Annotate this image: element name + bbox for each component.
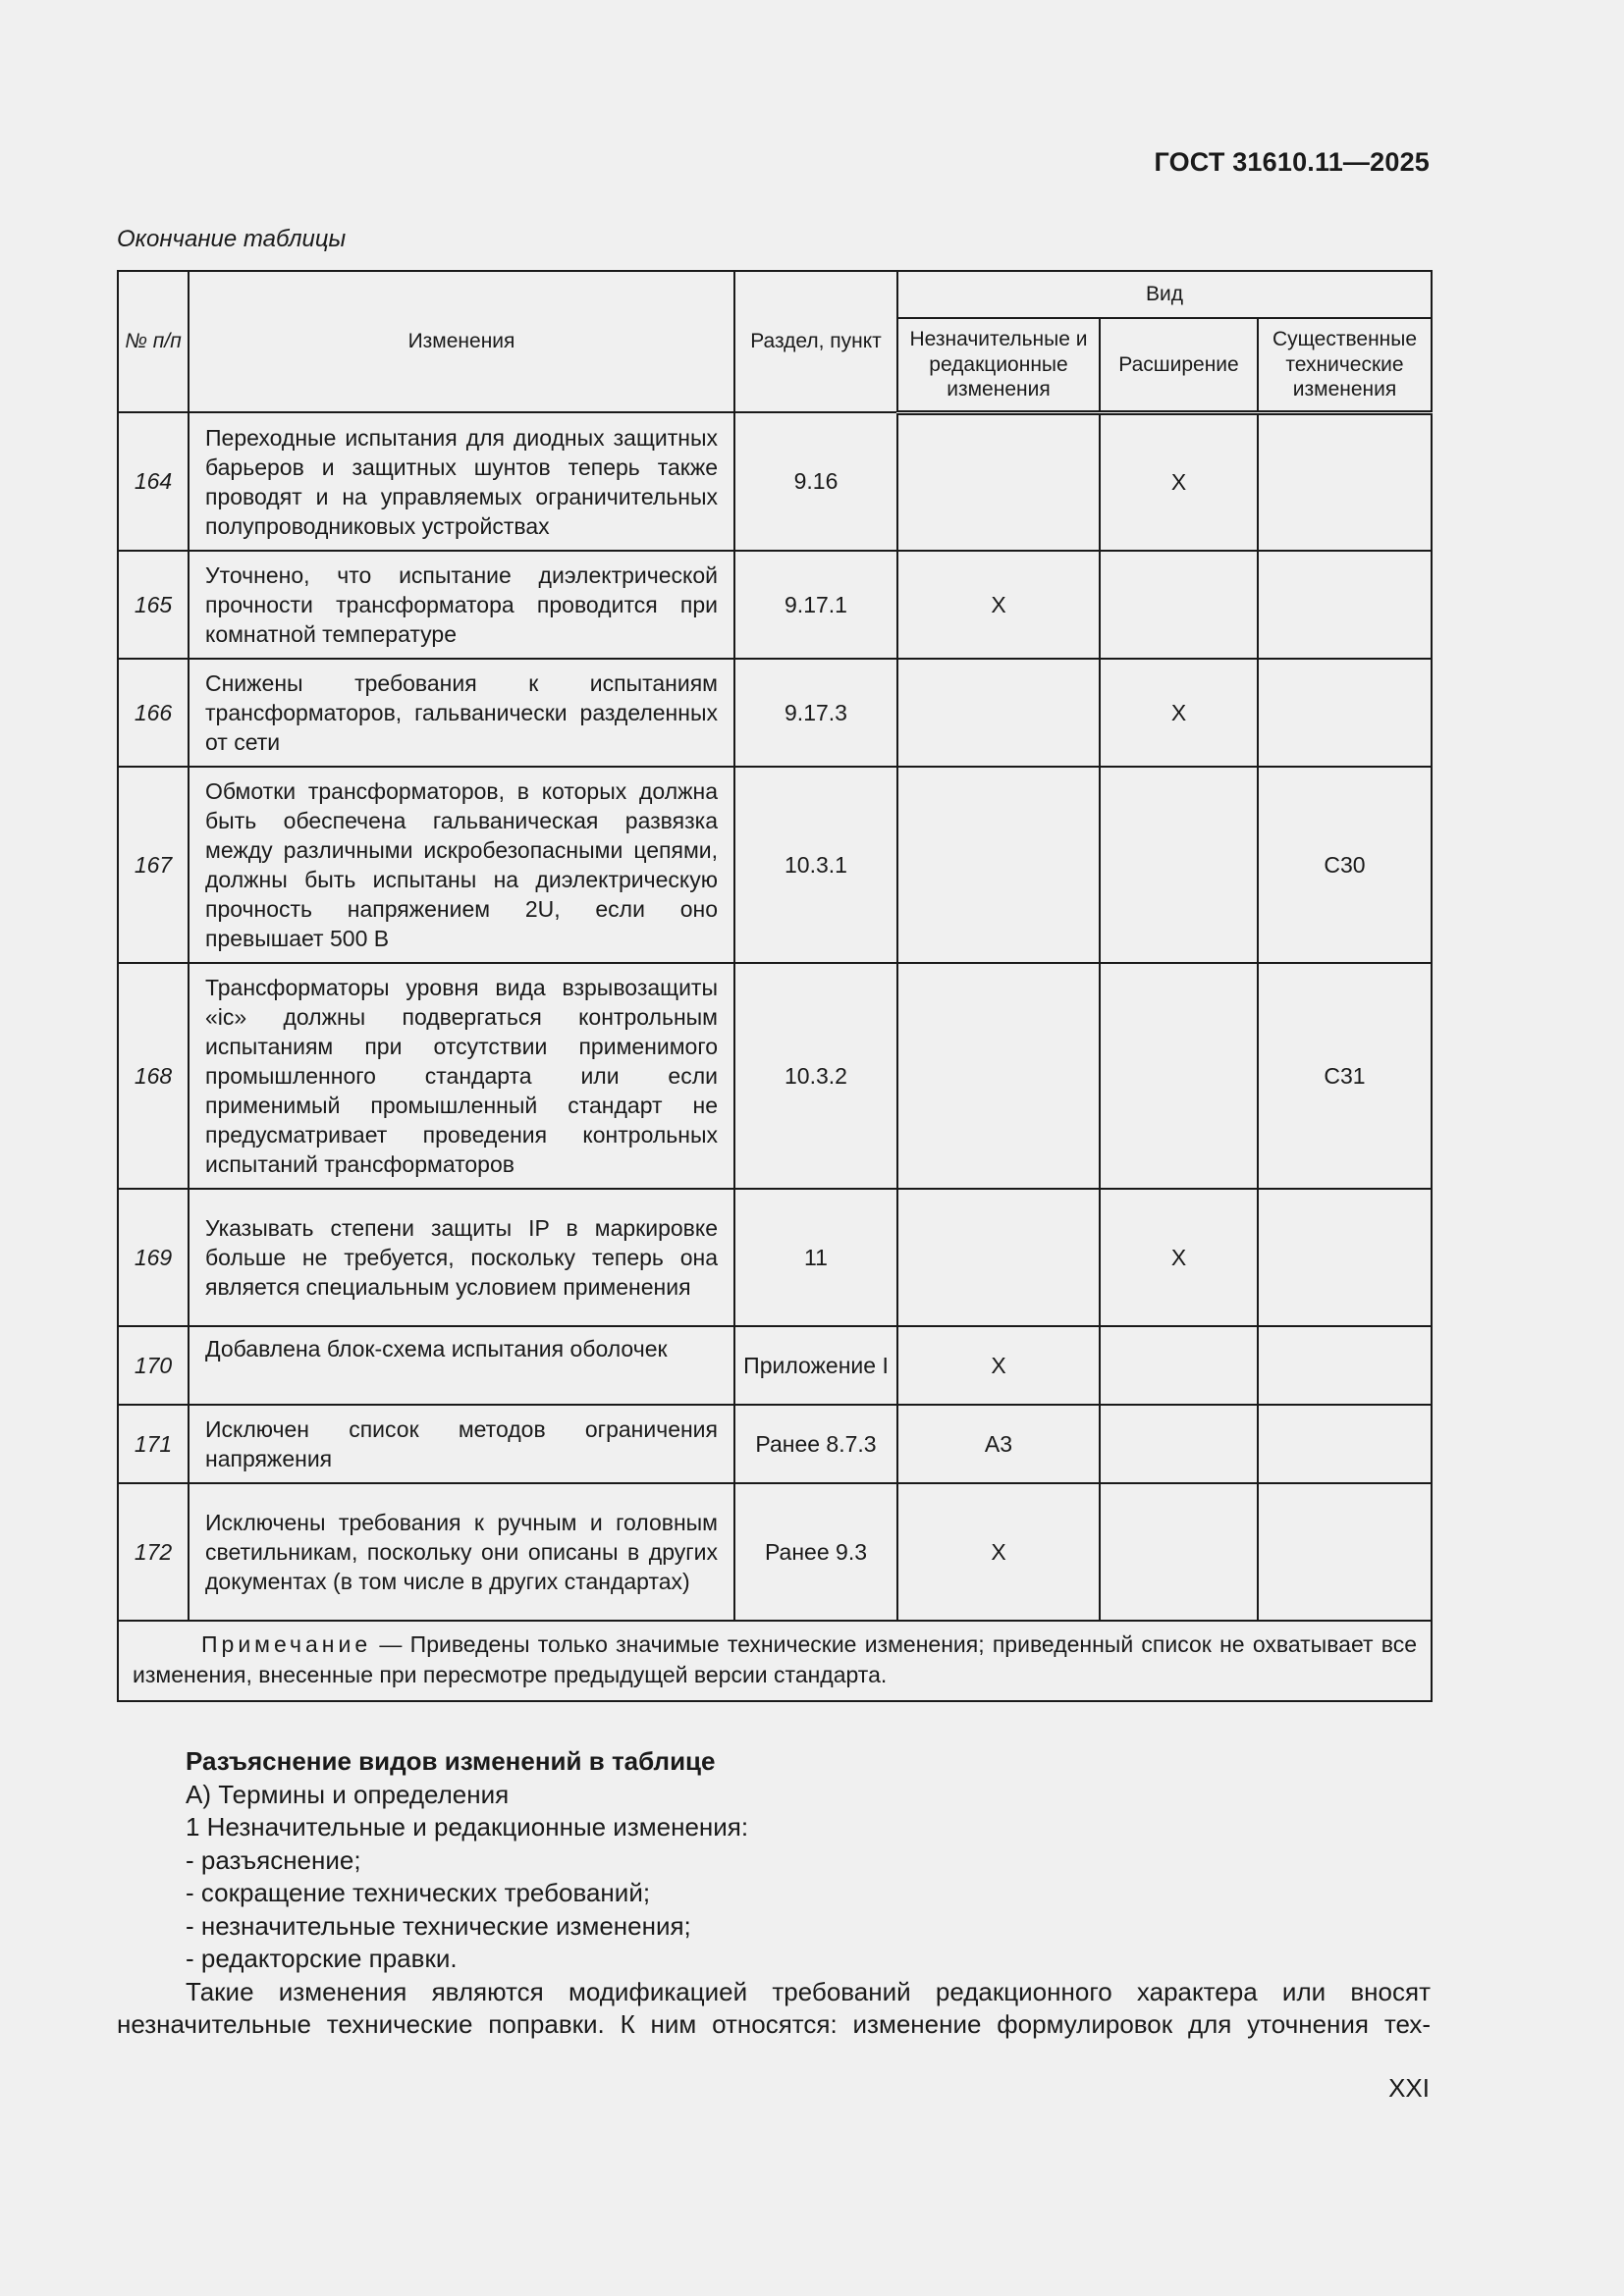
row-minor-mark: X: [897, 1483, 1100, 1621]
row-major-mark: [1258, 1326, 1432, 1405]
row-change-text: Трансформаторы уровня вида взрывозащиты «ic» должны подвергаться контрольным испытаниям при отсутствии применимого промышленного стандарта или если применимый промышленный стандарт не предусматривает проведения контрольных испытаний трансформаторов: [189, 963, 734, 1189]
row-change-text: Снижены требования к испытаниям трансформаторов, гальванически разделенных от сети: [189, 659, 734, 767]
row-change-text: Обмотки трансформаторов, в которых должна быть обеспечена гальваническая развязка между различными искробезопасными цепями, должны быть испытаны на диэлектрическую прочность напряжением 2U, если оно превышает 500 В: [189, 767, 734, 963]
row-extension-mark: [1100, 551, 1258, 659]
explanation-section: [117, 1745, 1431, 2042]
row-major-mark: C31: [1258, 963, 1432, 1189]
header-type: Вид: [897, 271, 1432, 318]
row-extension-mark: X: [1100, 1189, 1258, 1326]
row-section: 9.17.3: [734, 659, 897, 767]
row-section: 10.3.2: [734, 963, 897, 1189]
row-number: 171: [118, 1405, 189, 1483]
row-number: 167: [118, 767, 189, 963]
row-minor-mark: [897, 412, 1100, 551]
row-major-mark: C30: [1258, 767, 1432, 963]
row-minor-mark: [897, 767, 1100, 963]
table-row: [118, 1483, 1432, 1621]
row-change-text: Исключены требования к ручным и головным светильникам, поскольку они описаны в других документах (в том числе в других стандартах): [189, 1483, 734, 1621]
row-number: 166: [118, 659, 189, 767]
table-row: [118, 659, 1432, 767]
note-label: Примечание: [201, 1631, 372, 1657]
row-major-mark: [1258, 1483, 1432, 1621]
section-heading: Разъяснение видов изменений в таблице: [186, 1746, 716, 1776]
table-row: [118, 963, 1432, 1189]
row-extension-mark: X: [1100, 659, 1258, 767]
document-code: ГОСТ 31610.11—2025: [1154, 147, 1430, 177]
header-changes: Изменения: [189, 271, 734, 412]
row-number: 164: [118, 412, 189, 551]
header-num: № п/п: [118, 271, 189, 412]
row-extension-mark: [1100, 963, 1258, 1189]
header-minor: Незначительные и редакционные изменения: [897, 318, 1100, 412]
row-change-text: Исключен список методов ограничения напряжения: [189, 1405, 734, 1483]
table-row: [118, 1189, 1432, 1326]
header-section: Раздел, пункт: [734, 271, 897, 412]
bullet-item: - разъяснение;: [186, 1844, 361, 1875]
row-minor-mark: [897, 963, 1100, 1189]
table-row: [118, 1405, 1432, 1483]
subsection-a: А) Термины и определения: [186, 1779, 510, 1809]
table-note-row: [118, 1621, 1432, 1701]
table-row: [118, 412, 1432, 551]
table-row: [118, 551, 1432, 659]
bullet-item: - редакторские правки.: [186, 1944, 458, 1973]
row-change-text: Уточнено, что испытание диэлектрической прочности трансформатора проводится при комнатной температуре: [189, 551, 734, 659]
row-minor-mark: [897, 659, 1100, 767]
table-caption: Окончание таблицы: [117, 226, 347, 252]
row-extension-mark: [1100, 1326, 1258, 1405]
bullet-item: - сокращение технических требований;: [186, 1878, 651, 1907]
row-extension-mark: [1100, 1405, 1258, 1483]
bullet-item: - незначительные технические изменения;: [186, 1910, 691, 1941]
row-section: Ранее 8.7.3: [734, 1405, 897, 1483]
table-note: [118, 1621, 1432, 1701]
note-text: — Приведены только значимые технические изменения; приведенный список не охватывает все изменения, внесенные при пересмотре предыдущей версии стандарта.: [133, 1631, 1418, 1687]
item-1: 1 Незначительные и редакционные изменения:: [186, 1812, 749, 1842]
changes-table: [117, 270, 1433, 1702]
row-number: 165: [118, 551, 189, 659]
row-section: 9.16: [734, 412, 897, 551]
row-change-text: Добавлена блок-схема испытания оболочек: [189, 1326, 734, 1405]
row-extension-mark: [1100, 1483, 1258, 1621]
row-major-mark: [1258, 412, 1432, 551]
row-change-text: Переходные испытания для диодных защитных барьеров и защитных шунтов теперь также проводят и на управляемых ограничительных полупроводниковых устройствах: [189, 412, 734, 551]
header-major: Существенные технические изменения: [1258, 318, 1432, 412]
row-number: 170: [118, 1326, 189, 1405]
row-number: 168: [118, 963, 189, 1189]
row-section: Ранее 9.3: [734, 1483, 897, 1621]
row-major-mark: [1258, 1405, 1432, 1483]
row-major-mark: [1258, 659, 1432, 767]
row-extension-mark: [1100, 767, 1258, 963]
table-row: [118, 1326, 1432, 1405]
table-row: [118, 767, 1432, 963]
row-change-text: Указывать степени защиты IP в маркировке больше не требуется, поскольку теперь она является специальным условием применения: [189, 1189, 734, 1326]
row-minor-mark: X: [897, 1326, 1100, 1405]
row-section: 10.3.1: [734, 767, 897, 963]
row-minor-mark: X: [897, 551, 1100, 659]
row-minor-mark: [897, 1189, 1100, 1326]
row-section: Приложение I: [734, 1326, 897, 1405]
row-section: 9.17.1: [734, 551, 897, 659]
page-number: XXI: [1388, 2073, 1430, 2103]
row-major-mark: [1258, 1189, 1432, 1326]
row-section: 11: [734, 1189, 897, 1326]
body-paragraph: Такие изменения являются модификацией требований редакционного характера или вносят незначительные технические поправки. К ним относятся: изменение формулировок для уточнения тех-: [117, 1976, 1431, 2039]
header-extension: Расширение: [1100, 318, 1258, 412]
row-extension-mark: X: [1100, 412, 1258, 551]
row-number: 172: [118, 1483, 189, 1621]
row-minor-mark: A3: [897, 1405, 1100, 1483]
row-major-mark: [1258, 551, 1432, 659]
row-number: 169: [118, 1189, 189, 1326]
